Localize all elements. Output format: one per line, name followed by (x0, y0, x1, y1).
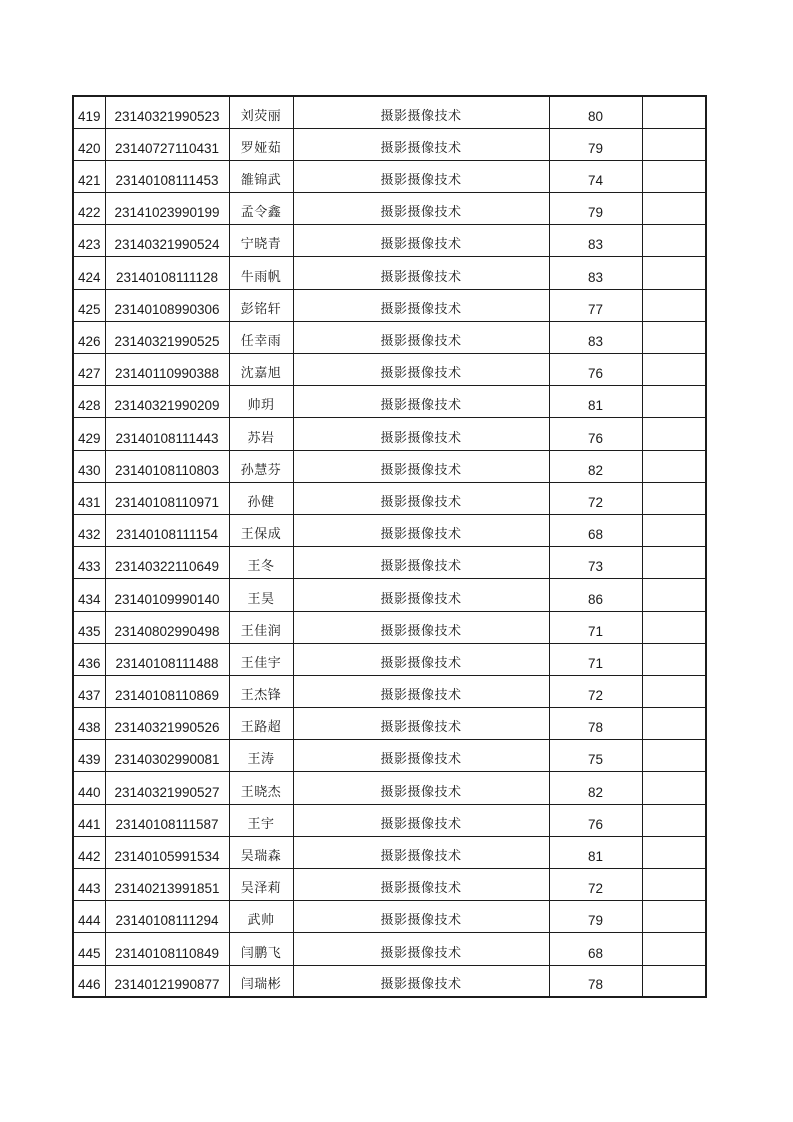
table-row (73, 933, 706, 965)
major-cell: 摄影摄像技术 (293, 869, 549, 901)
candidate-id-cell: 23141023990199 (105, 193, 229, 225)
empty-cell (642, 257, 706, 289)
row-index-cell: 431 (73, 482, 105, 514)
empty-cell (642, 225, 706, 257)
candidate-id-cell: 23140108111294 (105, 901, 229, 933)
empty-cell (642, 965, 706, 997)
candidate-name-cell: 孙健 (229, 482, 293, 514)
row-index-cell: 426 (73, 321, 105, 353)
empty-cell (642, 418, 706, 450)
major-cell: 摄影摄像技术 (293, 160, 549, 192)
major-cell: 摄影摄像技术 (293, 708, 549, 740)
table-row (73, 547, 706, 579)
table-row (73, 901, 706, 933)
table-row (73, 257, 706, 289)
empty-cell (642, 128, 706, 160)
candidate-name-cell: 王宇 (229, 804, 293, 836)
row-index-cell: 434 (73, 579, 105, 611)
score-cell: 74 (549, 160, 642, 192)
candidate-id-cell: 23140108990306 (105, 289, 229, 321)
major-cell: 摄影摄像技术 (293, 193, 549, 225)
empty-cell (642, 321, 706, 353)
score-cell: 82 (549, 772, 642, 804)
empty-cell (642, 901, 706, 933)
score-cell: 86 (549, 579, 642, 611)
empty-cell (642, 96, 706, 128)
major-cell: 摄影摄像技术 (293, 289, 549, 321)
row-index-cell: 437 (73, 675, 105, 707)
score-cell: 78 (549, 965, 642, 997)
empty-cell (642, 836, 706, 868)
table-row (73, 96, 706, 128)
major-cell: 摄影摄像技术 (293, 965, 549, 997)
table-row (73, 772, 706, 804)
empty-cell (642, 354, 706, 386)
empty-cell (642, 386, 706, 418)
candidate-name-cell: 王佳宇 (229, 643, 293, 675)
table-row (73, 289, 706, 321)
table-row (73, 160, 706, 192)
row-index-cell: 433 (73, 547, 105, 579)
major-cell: 摄影摄像技术 (293, 386, 549, 418)
empty-cell (642, 675, 706, 707)
candidate-id-cell: 23140105991534 (105, 836, 229, 868)
candidate-name-cell: 牛雨帆 (229, 257, 293, 289)
table-row (73, 579, 706, 611)
table-row (73, 225, 706, 257)
candidate-id-cell: 23140110990388 (105, 354, 229, 386)
candidate-name-cell: 武帅 (229, 901, 293, 933)
row-index-cell: 427 (73, 354, 105, 386)
score-cell: 83 (549, 225, 642, 257)
candidate-id-cell: 23140321990526 (105, 708, 229, 740)
candidate-id-cell: 23140121990877 (105, 965, 229, 997)
empty-cell (642, 643, 706, 675)
score-cell: 76 (549, 418, 642, 450)
candidate-name-cell: 苏岩 (229, 418, 293, 450)
candidate-name-cell: 吴泽莉 (229, 869, 293, 901)
row-index-cell: 421 (73, 160, 105, 192)
score-cell: 76 (549, 354, 642, 386)
score-cell: 72 (549, 482, 642, 514)
empty-cell (642, 869, 706, 901)
row-index-cell: 446 (73, 965, 105, 997)
score-cell: 80 (549, 96, 642, 128)
major-cell: 摄影摄像技术 (293, 547, 549, 579)
score-table (72, 95, 707, 998)
candidate-name-cell: 孟令鑫 (229, 193, 293, 225)
major-cell: 摄影摄像技术 (293, 514, 549, 546)
score-cell: 68 (549, 933, 642, 965)
row-index-cell: 424 (73, 257, 105, 289)
table-row (73, 482, 706, 514)
score-cell: 82 (549, 450, 642, 482)
table-row (73, 836, 706, 868)
empty-cell (642, 160, 706, 192)
major-cell: 摄影摄像技术 (293, 418, 549, 450)
row-index-cell: 423 (73, 225, 105, 257)
score-cell: 71 (549, 611, 642, 643)
major-cell: 摄影摄像技术 (293, 225, 549, 257)
candidate-id-cell: 23140321990527 (105, 772, 229, 804)
score-table-body (73, 96, 706, 997)
candidate-id-cell: 23140108111453 (105, 160, 229, 192)
candidate-name-cell: 王保成 (229, 514, 293, 546)
score-cell: 83 (549, 321, 642, 353)
candidate-id-cell: 23140322110649 (105, 547, 229, 579)
table-row (73, 804, 706, 836)
score-cell: 79 (549, 901, 642, 933)
row-index-cell: 419 (73, 96, 105, 128)
candidate-name-cell: 宁晓青 (229, 225, 293, 257)
major-cell: 摄影摄像技术 (293, 96, 549, 128)
score-cell: 78 (549, 708, 642, 740)
empty-cell (642, 579, 706, 611)
major-cell: 摄影摄像技术 (293, 579, 549, 611)
empty-cell (642, 514, 706, 546)
table-row (73, 965, 706, 997)
row-index-cell: 430 (73, 450, 105, 482)
empty-cell (642, 289, 706, 321)
candidate-id-cell: 23140108111443 (105, 418, 229, 450)
score-cell: 68 (549, 514, 642, 546)
row-index-cell: 439 (73, 740, 105, 772)
candidate-name-cell: 王涛 (229, 740, 293, 772)
candidate-name-cell: 王杰锋 (229, 675, 293, 707)
candidate-name-cell: 彭铭轩 (229, 289, 293, 321)
table-row (73, 740, 706, 772)
candidate-id-cell: 23140108110971 (105, 482, 229, 514)
score-cell: 79 (549, 128, 642, 160)
table-row (73, 611, 706, 643)
row-index-cell: 441 (73, 804, 105, 836)
candidate-name-cell: 王昊 (229, 579, 293, 611)
row-index-cell: 443 (73, 869, 105, 901)
candidate-id-cell: 23140802990498 (105, 611, 229, 643)
score-cell: 81 (549, 386, 642, 418)
major-cell: 摄影摄像技术 (293, 257, 549, 289)
major-cell: 摄影摄像技术 (293, 643, 549, 675)
table-row (73, 675, 706, 707)
candidate-id-cell: 23140108111587 (105, 804, 229, 836)
score-cell: 73 (549, 547, 642, 579)
score-cell: 79 (549, 193, 642, 225)
row-index-cell: 438 (73, 708, 105, 740)
score-cell: 75 (549, 740, 642, 772)
major-cell: 摄影摄像技术 (293, 675, 549, 707)
candidate-name-cell: 闫鹏飞 (229, 933, 293, 965)
score-cell: 71 (549, 643, 642, 675)
empty-cell (642, 193, 706, 225)
empty-cell (642, 708, 706, 740)
major-cell: 摄影摄像技术 (293, 354, 549, 386)
candidate-id-cell: 23140108110803 (105, 450, 229, 482)
candidate-id-cell: 23140302990081 (105, 740, 229, 772)
candidate-id-cell: 23140321990209 (105, 386, 229, 418)
table-row (73, 386, 706, 418)
major-cell: 摄影摄像技术 (293, 321, 549, 353)
candidate-name-cell: 闫瑞彬 (229, 965, 293, 997)
score-cell: 72 (549, 675, 642, 707)
table-row (73, 321, 706, 353)
major-cell: 摄影摄像技术 (293, 740, 549, 772)
table-row (73, 450, 706, 482)
candidate-name-cell: 雒锦武 (229, 160, 293, 192)
row-index-cell: 445 (73, 933, 105, 965)
empty-cell (642, 450, 706, 482)
candidate-name-cell: 王路超 (229, 708, 293, 740)
candidate-name-cell: 王晓杰 (229, 772, 293, 804)
row-index-cell: 436 (73, 643, 105, 675)
candidate-name-cell: 刘荧丽 (229, 96, 293, 128)
table-row (73, 869, 706, 901)
table-row (73, 514, 706, 546)
candidate-id-cell: 23140321990523 (105, 96, 229, 128)
candidate-name-cell: 罗娅茹 (229, 128, 293, 160)
empty-cell (642, 772, 706, 804)
candidate-id-cell: 23140321990524 (105, 225, 229, 257)
candidate-name-cell: 王佳润 (229, 611, 293, 643)
candidate-id-cell: 23140108111488 (105, 643, 229, 675)
table-row (73, 418, 706, 450)
major-cell: 摄影摄像技术 (293, 450, 549, 482)
table-row (73, 708, 706, 740)
candidate-id-cell: 23140727110431 (105, 128, 229, 160)
table-row (73, 354, 706, 386)
row-index-cell: 444 (73, 901, 105, 933)
row-index-cell: 432 (73, 514, 105, 546)
row-index-cell: 425 (73, 289, 105, 321)
candidate-id-cell: 23140213991851 (105, 869, 229, 901)
empty-cell (642, 547, 706, 579)
major-cell: 摄影摄像技术 (293, 804, 549, 836)
candidate-id-cell: 23140108111128 (105, 257, 229, 289)
score-cell: 76 (549, 804, 642, 836)
empty-cell (642, 740, 706, 772)
empty-cell (642, 933, 706, 965)
candidate-id-cell: 23140109990140 (105, 579, 229, 611)
major-cell: 摄影摄像技术 (293, 933, 549, 965)
empty-cell (642, 611, 706, 643)
candidate-id-cell: 23140108111154 (105, 514, 229, 546)
row-index-cell: 435 (73, 611, 105, 643)
empty-cell (642, 482, 706, 514)
row-index-cell: 440 (73, 772, 105, 804)
candidate-name-cell: 吴瑞森 (229, 836, 293, 868)
row-index-cell: 422 (73, 193, 105, 225)
major-cell: 摄影摄像技术 (293, 901, 549, 933)
table-row (73, 643, 706, 675)
candidate-id-cell: 23140108110849 (105, 933, 229, 965)
major-cell: 摄影摄像技术 (293, 836, 549, 868)
row-index-cell: 428 (73, 386, 105, 418)
table-row (73, 193, 706, 225)
candidate-name-cell: 沈嘉旭 (229, 354, 293, 386)
candidate-id-cell: 23140321990525 (105, 321, 229, 353)
major-cell: 摄影摄像技术 (293, 611, 549, 643)
table-row (73, 128, 706, 160)
candidate-id-cell: 23140108110869 (105, 675, 229, 707)
candidate-name-cell: 任幸雨 (229, 321, 293, 353)
major-cell: 摄影摄像技术 (293, 128, 549, 160)
candidate-name-cell: 王冬 (229, 547, 293, 579)
score-cell: 81 (549, 836, 642, 868)
empty-cell (642, 804, 706, 836)
score-cell: 83 (549, 257, 642, 289)
major-cell: 摄影摄像技术 (293, 482, 549, 514)
score-cell: 77 (549, 289, 642, 321)
candidate-name-cell: 孙慧芬 (229, 450, 293, 482)
score-cell: 72 (549, 869, 642, 901)
row-index-cell: 429 (73, 418, 105, 450)
major-cell: 摄影摄像技术 (293, 772, 549, 804)
row-index-cell: 420 (73, 128, 105, 160)
candidate-name-cell: 帅玥 (229, 386, 293, 418)
row-index-cell: 442 (73, 836, 105, 868)
